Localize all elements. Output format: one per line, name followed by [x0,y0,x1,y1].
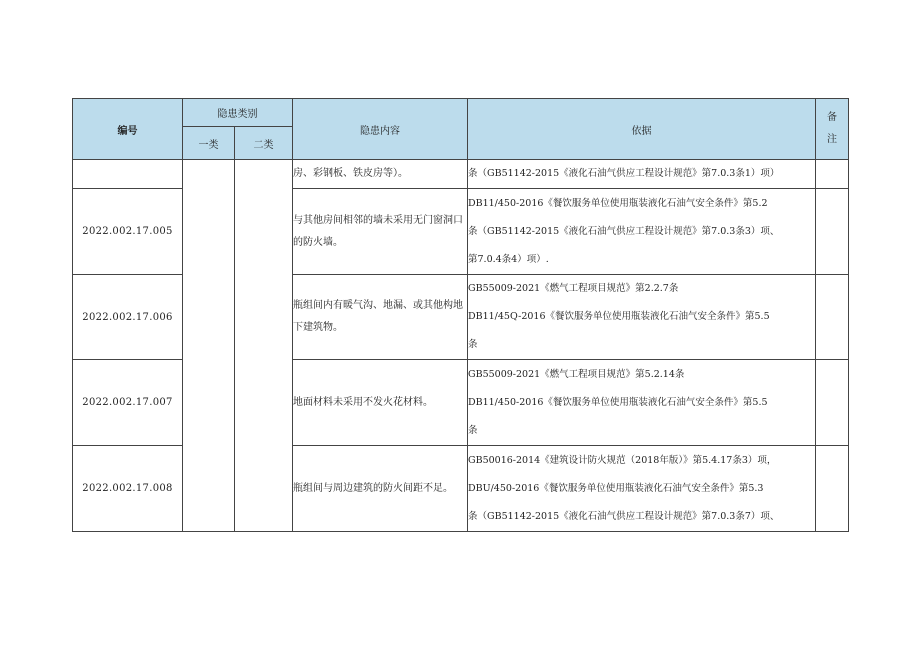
basis-line: GB55009-2021《燃气工程项目规范》第2.2.7条 [468,283,679,294]
row-code: 2022.002.17.008 [73,446,183,532]
row-basis [468,360,816,446]
header-remark-line-1: 备 [827,112,837,123]
row-remark [816,275,849,360]
row-category-2 [235,160,293,532]
hazard-table [72,98,849,532]
row-category-1 [183,160,235,532]
row-content: 瓶组间内有暖气沟、地漏、或其他构地下建筑物。 [293,275,468,360]
basis-line: DBU/450-2016《餐饮服务单位使用瓶装液化石油气安全条件》第5.3 [468,482,764,494]
header-remark [816,99,849,160]
table-row [73,160,849,189]
row-remark [816,360,849,446]
basis-line: DB11/450-2016《餐饮服务单位使用瓶装液化石油气安全条件》第5.2 [468,197,768,209]
row-remark [816,160,849,189]
basis-line: 第7.0.4条4）项）. [468,253,549,265]
row-remark [816,446,849,532]
basis-line: DB11/45Q-2016《餐饮服务单位使用瓶装液化石油气安全条件》第5.5 [468,311,770,322]
row-content: 地面材料未采用不发火花材料。 [293,360,468,446]
header-category: 隐患类别 [183,99,293,127]
basis-line: GB55009-2021《燃气工程项目规范》第5.2.14条 [468,368,685,380]
row-basis [468,275,816,360]
basis-line: DB11/450-2016《餐饮服务单位使用瓶装液化石油气安全条件》第5.5 [468,396,768,408]
row-basis [468,189,816,275]
row-code: 2022.002.17.005 [73,189,183,275]
row-basis [468,160,816,189]
basis-line: GB50016-2014《建筑设计防火规范（2018年版）》第5.4.17条3）项， [468,454,777,466]
basis-line: 条（GB51142-2015《液化石油气供应工程设计规范》第7.0.3条1）项） [468,168,780,179]
row-basis [468,446,816,532]
header-basis: 依据 [468,99,816,160]
header-content: 隐患内容 [293,99,468,160]
header-remark-line-2: 注 [827,134,837,145]
row-content: 房、彩钢板、铁皮房等）。 [293,160,468,189]
row-content: 瓶组间与周边建筑的防火间距不足。 [293,446,468,532]
row-remark [816,189,849,275]
basis-line: 条（GB51142-2015《液化石油气供应工程设计规范》第7.0.3条7）项、 [468,510,780,522]
header-category-2: 二类 [235,127,293,160]
basis-line: 条 [468,424,478,436]
row-code [73,160,183,189]
basis-line: 条 [468,339,478,350]
row-code: 2022.002.17.007 [73,360,183,446]
header-category-1: 一类 [183,127,235,160]
header-code: 编号 [73,99,183,160]
basis-line: 条（GB51142-2015《液化石油气供应工程设计规范》第7.0.3条3）项、 [468,225,780,237]
row-code: 2022.002.17.006 [73,275,183,360]
row-content: 与其他房间相邻的墙未采用无门窗洞口的防火墙。 [293,189,468,275]
